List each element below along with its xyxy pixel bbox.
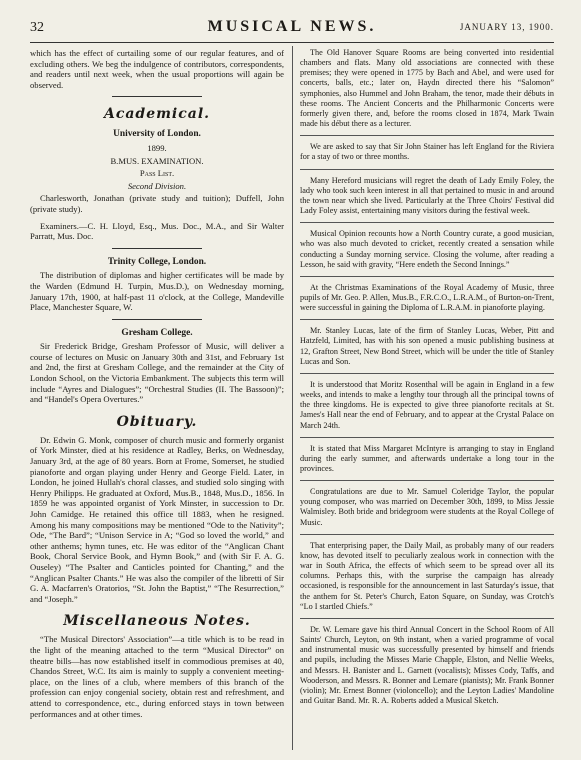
section-divider: [112, 248, 202, 249]
university-title: University of London.: [113, 129, 201, 140]
section-divider: [112, 319, 202, 320]
issue-date: JANUARY 13, 1900.: [459, 22, 554, 32]
obituary-heading: Obituary.: [116, 413, 198, 430]
page-header: [30, 18, 554, 40]
trinity-paragraph: The distribution of diplomas and higher certificates will be made by the Warden (Edmund H. Turpin, Mus.D.), on Wednesday morning, January 17th, 1900, at half-past 11 o'clock, at the College, Mandeville Place, Manchester Square, W.: [30, 270, 284, 313]
column-divider: [292, 46, 293, 750]
right-column: [300, 48, 554, 712]
left-column: [30, 48, 284, 725]
item-separator: [300, 135, 554, 136]
academical-heading: Academical.: [103, 106, 211, 123]
item-separator: [300, 480, 554, 481]
item-separator: [300, 534, 554, 535]
university-division: Second Division.: [127, 180, 187, 191]
intro-paragraph: which has the effect of curtailing some of our regular features, and of excluding others. We beg the indulgence of contributors, correspondents, and readers until next week, when the usual proportions will again be observed.: [30, 48, 284, 90]
item-separator: [300, 373, 554, 374]
coleridge-taylor-paragraph: Congratulations are due to Mr. Samuel Coleridge Taylor, the popular young composer, who was married on December 30th, 1899, to Miss Jessie Walmisley. Both bride and bridegroom were students at the Royal College of Music.: [300, 487, 554, 527]
gresham-title: Gresham College.: [121, 327, 193, 338]
publication-title: MUSICAL NEWS.: [207, 18, 377, 35]
item-separator: [300, 276, 554, 277]
misc-notes-heading: Miscellaneous Notes.: [63, 613, 251, 630]
trinity-title: Trinity College, London.: [107, 256, 207, 267]
item-separator: [300, 437, 554, 438]
page-number: 32: [30, 20, 44, 35]
section-divider: [112, 96, 202, 97]
gresham-paragraph: Sir Frederick Bridge, Gresham Professor of Music, will deliver a course of lectures on Music on January 30th and 31st, and February 1st and 2nd, the first at Gresham College, and the remainder at the City of London School, on the Victoria Embankment. The subjects this term will include “Ayres and Dialogues”; “Orchestral Studies (II. The Bassoon)”; and “Handel's Opera Overtures.”: [30, 341, 284, 405]
stanley-lucas-paragraph: Mr. Stanley Lucas, late of the firm of Stanley Lucas, Weber, Pitt and Hatzfeld, Limited, has with his son opened a music publishing business at 12, Grafton Street, New Bond Street, which will be under the title of Stanley Lucas and Son.: [300, 326, 554, 366]
stainer-paragraph: We are asked to say that Sir John Stainer has left England for the Riviera for a stay of two or three months.: [300, 142, 554, 162]
foley-paragraph: Many Hereford musicians will regret the death of Lady Emily Foley, the lady who took such keen interest in all that pertained to music in and around the town near which she lived. Particularly at the Three Choirs' Festival did Lady Foley assist, entertaining many visitors during the festival week.: [300, 175, 554, 216]
item-separator: [300, 618, 554, 619]
hanover-rooms-paragraph: The Old Hanover Square Rooms are being converted into residential chambers and flats. Many old associations are connected with these premises; they were opened in 1775 by Bach and Abel, and were used for concerts, balls, etc.; later on, Haydn directed there his “Salomon” symphonies, also Hummel and John Braham, the tenor, made their débuts in these rooms. The Ancient Concerts and the Philharmonic Concerts were formerly given there, and, before the rooms closed in 1874, Mark Twain made his début there as a lecturer.: [300, 48, 554, 129]
item-separator: [300, 169, 554, 170]
university-names: Charlesworth, Jonathan (private study and tuition); Duffell, John (private study).: [30, 193, 284, 214]
mcintyre-paragraph: It is stated that Miss Margaret McIntyre is arranging to stay in England during the early summer, and afterwards undertake a long tour in the provinces.: [300, 443, 554, 473]
university-year: 1899.: [147, 142, 167, 153]
lemare-concert-paragraph: Dr. W. Lemare gave his third Annual Concert in the School Room of All Saints' Church, Leyton, on 9th instant, when a varied programme of vocal and instrumental music was successfully presented by himself and friends and pupils, including the Misses Marie Chapple, Elston, and Nellie Weeks, and Messrs. H. Banister and L. Garnett (vocalists); Misses Cody, Taffs, and Wooderson, and Messrs. R. Bonner and Lemare (pianists); Mr. Frank Bonner (violin); Mr. Ernest Bonner (violoncello); and the Leyton Ladies' Mandoline and Guitar Band. Mr. R. A. Roberts added a Musical Sketch.: [300, 624, 554, 705]
musical-opinion-paragraph: Musical Opinion recounts how a North Country curate, a good musician, who was also much devoted to cricket, recently created a sensation while conducting a Sunday morning service. Closing the volume, after reading a Lesson, he said with gravity, “Here endeth the Second Innings.”: [300, 229, 554, 269]
item-separator: [300, 319, 554, 320]
university-examiners: Examiners.—C. H. Lloyd, Esq., Mus. Doc., M.A., and Sir Walter Parratt, Mus. Doc.: [30, 220, 284, 242]
daily-mail-paragraph: That enterprising paper, the Daily Mail, as probably many of our readers know, has devoted itself to peculiarly zealous work in connection with the war in South Africa, the effects of which seem to be spread over all its columns. Perhaps this, with the surprise the campaign has already occasioned, is responsible for the announcement in last Saturday's issue, that the anthem for St. Peter's Church, Eaton Square, on Sunday, was Crotch's “Lo I startled Chiefs.”: [300, 540, 554, 611]
rosenthal-paragraph: It is understood that Moritz Rosenthal will be again in England in a few weeks, and intends to make a lengthy tour through all the principal towns of the three kingdoms. He is expected to give three pianoforte recitals at St. James's Hall near the end of February, and to appear at the Crystal Palace on March 24th.: [300, 379, 554, 430]
header-rule: [30, 42, 554, 43]
item-separator: [300, 222, 554, 223]
university-pass-list: Pass List.: [139, 168, 175, 179]
royal-academy-paragraph: At the Christmas Examinations of the Royal Academy of Music, three pupils of Mr. Geo. P. Allen, Mus.B., F.R.C.O., L.R.A.M., of Burton-on-Trent, were successful in gaining the Diploma of L.R.A.M. in pianoforte playing.: [300, 282, 554, 313]
university-exam: B.MUS. EXAMINATION.: [110, 155, 204, 166]
misc-notes-paragraph: “The Musical Directors' Association”—a title which is to be read in the light of the meaning attached to the term “Musical Director” on theatre bills—has now established itself in commodious premises at 40, Chandos Street, W.C. Its aim is mainly to supply a convenient meeting-place, on the lines of a club, where members of this branch of the profession can enjoy congenial society, obtain rest and refreshment, and attend to correspondence, etc., during enforced stays in town between performances and at other times.: [30, 634, 284, 719]
obituary-paragraph: Dr. Edwin G. Monk, composer of church music and formerly organist of York Minster, died at his residence at Radley, Berks, on Wednesday, January 3rd, at the age of 80 years. Born at Frome, Somerset, he studied pianoforte and organ playing under Henry and George Field. Later, in London, he joined Hullah's choral classes, and studied solo singing with Henry Philipps. He graduated at Oxford, Mus.B., 1848, Mus.D., 1856. In 1859 he was appointed organist of York Minster, in succession to Dr. John Camidge. He retained this office till 1883, when he resigned. Among his many compositions may be mentioned “Ode to the Nativity”; Ode, “The Bard”; “Unison Service in A; “God so loved the world,” and other anthems; hymn tunes, etc. He was editor of the “Anglican Chant Book, Choral Service Book, and Hymn Book,” and (with Sir F. A. G. Ouseley) “The Psalter and Canticles pointed for Chanting,” and the “Anglican Psalter Chants.” He was also the compiler of the libretti of Sir G. A. Macfarren's Oratorios, “St. John the Baptist,” “The Resurrection,” and “Joseph.”: [30, 434, 284, 604]
